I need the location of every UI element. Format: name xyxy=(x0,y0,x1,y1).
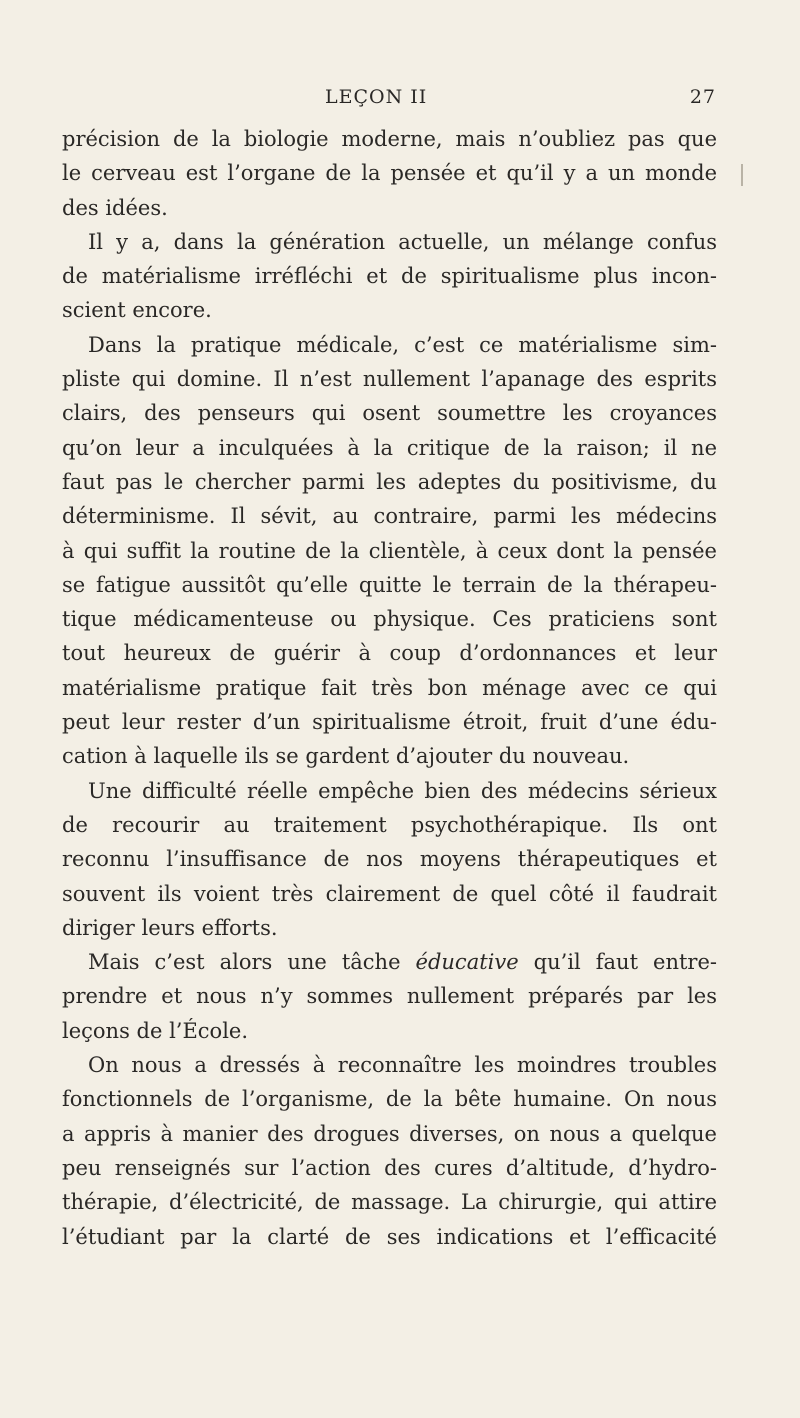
text-line: thérapie, d’électricité, de massage. La chirurgie, qui attire xyxy=(62,1190,717,1215)
text-line: peu renseignés sur l’action des cures d’altitude, d’hydro- xyxy=(62,1155,717,1180)
text-line: leçons de l’École. xyxy=(62,1018,249,1043)
running-header xyxy=(0,86,800,112)
text-line: faut pas le chercher parmi les adeptes du positivisme, du xyxy=(62,469,717,494)
text-line: reconnu l’insuffisance de nos moyens thérapeutiques et xyxy=(62,847,717,872)
text-line: diriger leurs efforts. xyxy=(62,915,278,940)
chapter-title: LEÇON II xyxy=(325,86,428,108)
body-text xyxy=(62,122,717,1254)
text-line: l’étudiant par la clarté de ses indications et l’efficacité xyxy=(62,1224,717,1249)
text-line: déterminisme. Il sévit, au contraire, parmi les médecins xyxy=(62,504,717,529)
text-line: de matérialisme irréfléchi et de spiritualisme plus incon- xyxy=(62,264,717,289)
text-line: cation à laquelle ils se gardent d’ajouter du nouveau. xyxy=(62,744,630,769)
text-line: Il y a, dans la génération actuelle, un mélange confus xyxy=(88,229,717,254)
text-line: qu’on leur a inculquées à la critique de la raison; il ne xyxy=(62,435,717,460)
text-line: Dans la pratique médicale, c’est ce matérialisme sim- xyxy=(88,332,717,357)
text-line: Une difficulté réelle empêche bien des médecins sérieux xyxy=(88,778,717,803)
text-line: souvent ils voient très clairement de quel côté il faudrait xyxy=(62,881,717,906)
text-line: des idées. xyxy=(62,195,168,220)
text-line: On nous a dressés à reconnaître les moindres troubles xyxy=(88,1053,717,1078)
text-line: Mais c’est alors une tâche éducative qu’il faut entre- xyxy=(88,950,717,975)
text-line: précision de la biologie moderne, mais n’oubliez pas que xyxy=(62,127,717,151)
text-line: tique médicamenteuse ou physique. Ces praticiens sont xyxy=(62,607,717,632)
text-line: tout heureux de guérir à coup d’ordonnances et leur xyxy=(62,641,717,666)
text-line: prendre et nous n’y sommes nullement préparés par les xyxy=(62,984,717,1009)
text-line: le cerveau est l’organe de la pensée et qu’il y a un monde xyxy=(62,161,717,186)
text-line: clairs, des penseurs qui osent soumettre les croyances xyxy=(62,401,717,426)
text-line: pliste qui domine. Il n’est nullement l’apanage des esprits xyxy=(62,367,717,392)
text-line: fonctionnels de l’organisme, de la bête humaine. On nous xyxy=(62,1087,717,1112)
text-line: peut leur rester d’un spiritualisme étroit, fruit d’une édu- xyxy=(62,710,717,735)
text-line: de recourir au traitement psychothérapique. Ils ont xyxy=(62,812,717,837)
text-line: matérialisme pratique fait très bon ménage avec ce qui xyxy=(62,675,717,700)
emphasis: éducative xyxy=(415,950,519,975)
page-number: 27 xyxy=(689,86,716,108)
margin-mark xyxy=(741,164,743,186)
text-line: a appris à manier des drogues diverses, on nous a quelque xyxy=(62,1121,717,1146)
text-line: scient encore. xyxy=(62,298,212,323)
text-line: à qui suffit la routine de la clientèle, à ceux dont la pensée xyxy=(62,538,717,563)
text-line: se fatigue aussitôt qu’elle quitte le terrain de la thérapeu- xyxy=(62,572,717,597)
